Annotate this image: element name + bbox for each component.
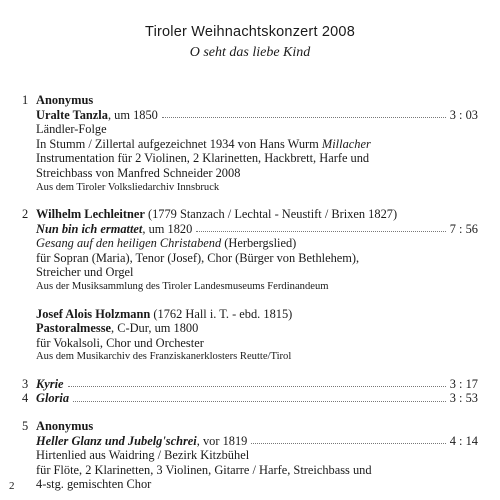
track-2 — [22, 207, 478, 293]
track-5 — [22, 419, 478, 492]
work-title-line — [36, 321, 478, 336]
work-date: , vor 1819 — [196, 433, 248, 448]
movement-title: Gloria — [36, 391, 70, 406]
composer-line — [36, 207, 478, 222]
record-info — [36, 137, 478, 152]
track-number: 5 — [22, 419, 29, 433]
page-number: 2 — [9, 480, 15, 492]
track-duration: 3 : 03 — [449, 107, 478, 122]
movement-title: Kyrie — [36, 376, 64, 391]
work-title: Heller Glanz und Jubelg'schrei — [36, 433, 197, 448]
page-title: Tiroler Weihnachtskonzert 2008 — [145, 24, 355, 40]
work-title-row — [36, 434, 478, 449]
composer-name: Josef Alois Holzmann — [36, 306, 151, 321]
origin-line: Hirtenlied aus Waidring / Bezirk Kitzbühel — [36, 448, 250, 463]
work-title-row — [36, 222, 478, 237]
work-title: Uralte Tanzla — [36, 107, 108, 122]
track-1 — [22, 93, 478, 194]
track-duration: 3 : 53 — [449, 391, 478, 406]
work-title-row — [36, 377, 478, 392]
composer-name: Anonymus — [36, 419, 94, 433]
track-4 — [22, 391, 478, 406]
song-title: Gesang auf den heiligen Christabend — [36, 236, 222, 251]
track-number: 4 — [22, 391, 29, 406]
instrumentation-line-1: für Flöte, 2 Klarinetten, 3 Violinen, Gitarre / Harfe, Streichbass und — [36, 462, 372, 477]
work-title-row — [36, 391, 478, 406]
composer-line — [36, 307, 478, 322]
instrumentation-line-2: 4-stg. gemischten Chor — [36, 477, 152, 492]
track-list — [22, 93, 478, 492]
record-text: In Stumm / Zillertal aufgezeichnet 1934 von Hans Wurm — [36, 136, 322, 151]
forces-line: für Vokalsoli, Chor und Orchester — [36, 335, 204, 350]
composer-name: Wilhelm Lechleitner — [36, 207, 145, 222]
dotted-leader — [162, 108, 446, 119]
song-description — [36, 236, 478, 251]
track-duration: 3 : 17 — [449, 376, 478, 391]
work-title-row — [36, 108, 478, 123]
track-duration: 4 : 14 — [449, 433, 478, 448]
page-subtitle: O seht das liebe Kind — [189, 45, 311, 60]
source-note: Aus dem Tiroler Volksliedarchiv Innsbruck — [36, 181, 220, 193]
track-3 — [22, 377, 478, 392]
track-number: 3 — [22, 376, 29, 391]
dotted-leader — [251, 434, 445, 445]
work-title: Nun bin ich ermattet — [36, 221, 143, 236]
work-block-holzmann — [22, 307, 478, 364]
work-date: , um 1820 — [142, 221, 193, 236]
composer-dates: (1779 Stanzach / Lechtal - Neustift / Brixen 1827) — [144, 207, 398, 222]
strings-line: Streicher und Orgel — [36, 265, 134, 280]
song-note: (Herbergslied) — [221, 236, 297, 251]
work-date: , um 1850 — [107, 107, 158, 122]
instrumentation-line-1: Instrumentation für 2 Violinen, 2 Klarinetten, Hackbrett, Harfe und — [36, 151, 370, 166]
work-title: Pastoralmesse — [36, 321, 112, 336]
record-place: Millacher — [321, 136, 371, 151]
composer-dates: (1762 Hall i. T. - ebd. 1815) — [150, 306, 293, 321]
instrumentation-line-2: Streichbass von Manfred Schneider 2008 — [36, 165, 241, 180]
track-duration: 7 : 56 — [449, 221, 478, 236]
source-note: Aus dem Musikarchiv des Franziskanerklosters Reutte/Tirol — [36, 351, 292, 363]
track-number: 1 — [22, 93, 29, 107]
source-note: Aus der Musiksammlung des Tiroler Landesmuseums Ferdinandeum — [36, 281, 329, 293]
dotted-leader — [73, 391, 446, 402]
composer-name: Anonymus — [36, 93, 94, 107]
work-form: Ländler-Folge — [36, 122, 107, 137]
voices-line: für Sopran (Maria), Tenor (Josef), Chor (Bürger von Bethlehem), — [36, 250, 360, 265]
track-number: 2 — [22, 207, 29, 222]
dotted-leader — [196, 222, 445, 233]
dotted-leader — [68, 377, 446, 388]
work-date: , C-Dur, um 1800 — [111, 321, 199, 336]
